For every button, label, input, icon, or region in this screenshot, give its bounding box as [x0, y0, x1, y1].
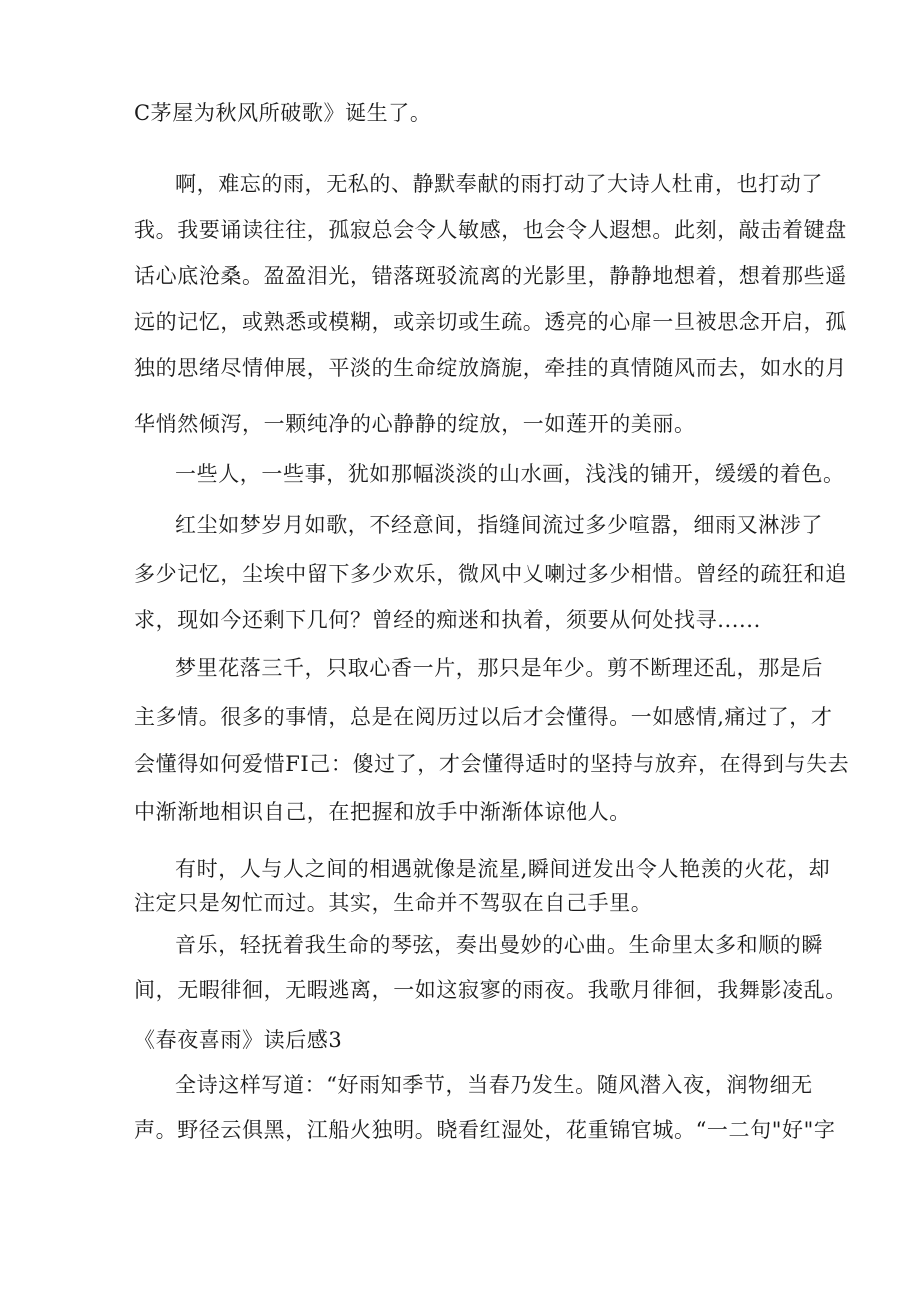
paragraph-line: 一些人，一些事，犹如那幅淡淡的山水画，浅浅的铺开，缓缓的着色。 [175, 462, 845, 486]
paragraph-line: 主多情。很多的事情，总是在阅历过以后才会懂得。一如感情,痛过了，才 [134, 705, 833, 729]
paragraph-line: 间，无暇徘徊，无暇逃离，一如这寂寥的雨夜。我歌月徘徊，我舞影凌乱。 [134, 978, 847, 1002]
paragraph-line: 梦里花落三千，只取心香一片，那只是年少。剪不断理还乱，那是后 [175, 656, 823, 680]
paragraph-line: 红尘如梦岁月如歌，不经意间，指缝间流过多少喧嚣，细雨又淋涉了 [175, 513, 823, 537]
paragraph-line: 音乐，轻抚着我生命的琴弦，奏出曼妙的心曲。生命里太多和顺的瞬 [175, 933, 823, 957]
paragraph-line: 话心底沧桑。盈盈泪光，错落斑驳流离的光影里，静静地想着，想着那些遥 [134, 264, 847, 288]
paragraph-line: 中渐渐地相识自己，在把握和放手中渐渐体谅他人。 [134, 800, 631, 824]
paragraph-line: 远的记忆，或熟悉或模糊，或亲切或生疏。透亮的心扉一旦被思念开启，孤 [134, 310, 847, 334]
paragraph-line: 我。我要诵读往往，孤寂总会令人敏感，也会令人遐想。此刻，敲击着键盘 [134, 218, 847, 242]
paragraph-line: 华悄然倾泻，一颗纯净的心静静的绽放，一如莲开的美丽。 [134, 412, 696, 436]
paragraph-line: 注定只是匆忙而过。其实，生命并不驾驭在自己手里。 [134, 891, 653, 915]
section-heading: 《春夜喜雨》读后感3 [134, 1028, 343, 1052]
paragraph-line: 啊，难忘的雨，无私的、静默奉献的雨打动了大诗人杜甫，也打动了 [175, 172, 823, 196]
paragraph-line: 会懂得如何爱惜FI己：傻过了，才会懂得适时的坚持与放弃，在得到与失去 [134, 752, 850, 776]
paragraph-line: 声。野径云俱黑，江船火独明。晓看红湿处，花重锦官城。“一二句"好"字 [134, 1118, 836, 1142]
text-line: C茅屋为秋风所破歌》诞生了。 [134, 101, 432, 125]
paragraph-line: 全诗这样写道：“好雨知季节，当春乃发生。随风潜入夜，润物细无 [175, 1073, 813, 1097]
paragraph-line: 独的思绪尽情伸展，平淡的生命绽放旖旎，牵挂的真情随风而去，如水的月 [134, 356, 847, 380]
paragraph-line: 多少记忆，尘埃中留下多少欢乐，微风中乂喇过多少相惜。曾经的疏狂和追 [134, 562, 847, 586]
paragraph-line: 有时，人与人之间的相遇就像是流星,瞬间迸发出令人艳羡的火花，却 [175, 857, 831, 881]
paragraph-line: 求，现如今还剩下几何？曾经的痴迷和执着，须要从何处找寻...... [134, 608, 761, 632]
